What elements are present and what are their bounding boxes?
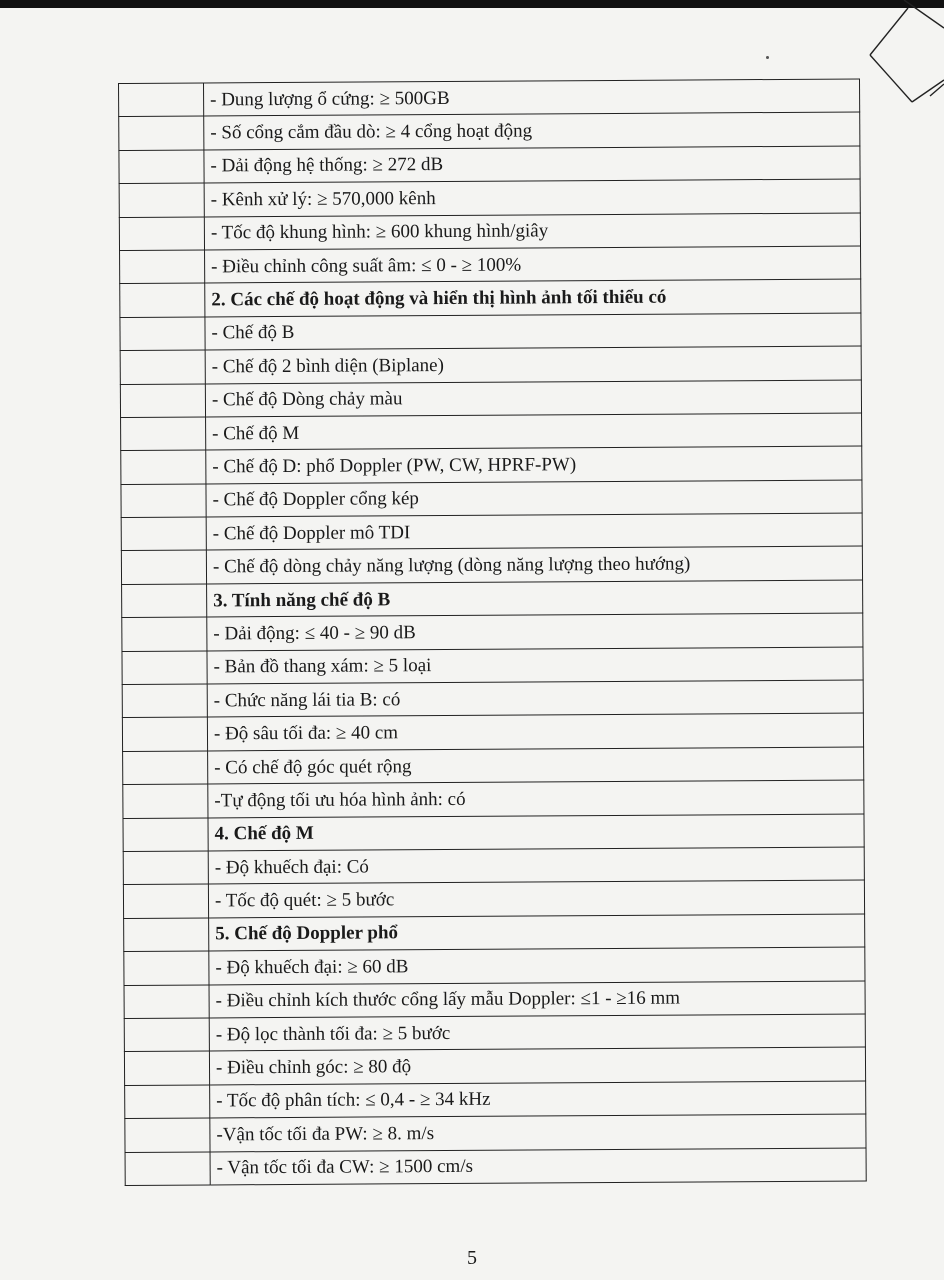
spec-text-cell: - Chế độ B bbox=[205, 313, 861, 350]
row-index-cell bbox=[124, 951, 209, 985]
spec-text-cell: - Số cổng cắm đầu dò: ≥ 4 cổng hoạt động bbox=[204, 112, 860, 149]
spec-text-cell: -Vận tốc tối đa PW: ≥ 8. m/s bbox=[210, 1114, 866, 1151]
spec-text-cell: - Dải động: ≤ 40 - ≥ 90 dB bbox=[207, 613, 863, 650]
spec-text-cell: - Điều chỉnh góc: ≥ 80 độ bbox=[209, 1047, 865, 1084]
row-index-cell bbox=[124, 1018, 209, 1052]
section-heading-cell: 2. Các chế độ hoạt động và hiển thị hình ảnh tối thiểu có bbox=[205, 279, 861, 316]
spec-text-cell: - Dung lượng ổ cứng: ≥ 500GB bbox=[204, 79, 860, 116]
section-heading-cell: 4. Chế độ M bbox=[208, 814, 864, 851]
spec-row bbox=[119, 213, 860, 251]
spec-row bbox=[124, 947, 865, 985]
row-index-cell bbox=[119, 83, 204, 117]
row-index-cell bbox=[119, 150, 204, 184]
spec-row bbox=[125, 1081, 866, 1119]
spec-text-cell: - Chế độ Dòng chảy màu bbox=[205, 379, 861, 416]
spec-row bbox=[119, 112, 860, 150]
spec-row bbox=[120, 346, 861, 384]
spec-table-body bbox=[119, 79, 867, 1185]
spec-text-cell: - Chế độ Doppler mô TDI bbox=[206, 513, 862, 550]
row-index-cell bbox=[124, 985, 209, 1019]
spec-row bbox=[120, 379, 861, 417]
spec-text-cell: - Chế độ Doppler cổng kép bbox=[206, 480, 862, 517]
spec-row bbox=[122, 647, 863, 685]
spec-text-cell: - Độ sâu tối đa: ≥ 40 cm bbox=[207, 713, 863, 750]
row-index-cell bbox=[123, 851, 208, 885]
page-number: 5 bbox=[467, 1247, 477, 1269]
spec-row bbox=[121, 480, 862, 518]
row-index-cell bbox=[120, 383, 205, 417]
spec-row bbox=[119, 179, 860, 217]
spec-text-cell: - Có chế độ góc quét rộng bbox=[208, 747, 864, 784]
spec-text-cell: - Chế độ M bbox=[206, 413, 862, 450]
spec-text-cell: - Độ khuếch đại: Có bbox=[208, 847, 864, 884]
row-index-cell bbox=[121, 484, 206, 518]
spec-row bbox=[123, 747, 864, 785]
row-index-cell bbox=[121, 450, 206, 484]
spec-text-cell: - Điều chỉnh công suất âm: ≤ 0 - ≥ 100% bbox=[205, 246, 861, 283]
spec-row bbox=[124, 981, 865, 1019]
spec-row bbox=[121, 513, 862, 551]
spec-text-cell: - Chế độ dòng chảy năng lượng (dòng năng lượng theo hướng) bbox=[206, 546, 862, 583]
row-index-cell bbox=[123, 751, 208, 785]
scan-dot bbox=[766, 56, 769, 59]
row-index-cell bbox=[124, 1051, 209, 1085]
section-heading-row bbox=[120, 279, 861, 317]
spec-text-cell: - Vận tốc tối đa CW: ≥ 1500 cm/s bbox=[210, 1147, 866, 1184]
spec-row bbox=[119, 79, 860, 117]
spec-row bbox=[120, 313, 861, 351]
row-index-cell bbox=[123, 884, 208, 918]
spec-row bbox=[121, 413, 862, 451]
spec-row bbox=[122, 713, 863, 751]
row-index-cell bbox=[122, 651, 207, 685]
spec-text-cell: - Độ khuếch đại: ≥ 60 dB bbox=[209, 947, 865, 984]
spec-row bbox=[123, 780, 864, 818]
row-index-cell bbox=[119, 183, 204, 217]
row-index-cell bbox=[121, 517, 206, 551]
row-index-cell bbox=[121, 550, 206, 584]
spec-row bbox=[125, 1147, 866, 1185]
row-index-cell bbox=[123, 818, 208, 852]
section-heading-row bbox=[123, 814, 864, 852]
spec-row bbox=[119, 146, 860, 184]
spec-text-cell: - Độ lọc thành tối đa: ≥ 5 bước bbox=[209, 1014, 865, 1051]
spec-row bbox=[122, 680, 863, 718]
spec-text-cell: - Tốc độ quét: ≥ 5 bước bbox=[208, 880, 864, 917]
spec-text-cell: - Chế độ 2 bình diện (Biplane) bbox=[205, 346, 861, 383]
spec-table bbox=[118, 78, 867, 1185]
spec-text-cell: - Tốc độ phân tích: ≤ 0,4 - ≥ 34 kHz bbox=[210, 1081, 866, 1118]
row-index-cell bbox=[122, 717, 207, 751]
row-index-cell bbox=[120, 317, 205, 351]
spec-text-cell: - Tốc độ khung hình: ≥ 600 khung hình/giây bbox=[204, 213, 860, 250]
spec-text-cell: - Kênh xử lý: ≥ 570,000 kênh bbox=[204, 179, 860, 216]
row-index-cell bbox=[122, 617, 207, 651]
spec-row bbox=[122, 613, 863, 651]
spec-text-cell: - Bản đồ thang xám: ≥ 5 loại bbox=[207, 647, 863, 684]
spec-text-cell: - Chế độ D: phổ Doppler (PW, CW, HPRF-PW) bbox=[206, 446, 862, 483]
spec-row bbox=[123, 847, 864, 885]
row-index-cell bbox=[122, 584, 207, 618]
row-index-cell bbox=[119, 217, 204, 251]
spec-row bbox=[125, 1114, 866, 1152]
row-index-cell bbox=[120, 350, 205, 384]
row-index-cell bbox=[120, 283, 205, 317]
row-index-cell bbox=[125, 1118, 210, 1152]
spec-row bbox=[124, 1047, 865, 1085]
spec-row bbox=[120, 246, 861, 284]
row-index-cell bbox=[120, 250, 205, 284]
spec-text-cell: - Chức năng lái tia B: có bbox=[207, 680, 863, 717]
section-heading-cell: 5. Chế độ Doppler phổ bbox=[209, 914, 865, 951]
spec-row bbox=[123, 880, 864, 918]
section-heading-cell: 3. Tính năng chế độ B bbox=[207, 580, 863, 617]
section-heading-row bbox=[122, 580, 863, 618]
row-index-cell bbox=[124, 918, 209, 952]
row-index-cell bbox=[119, 116, 204, 150]
spec-text-cell: - Điều chỉnh kích thước cổng lấy mẫu Doppler: ≤1 - ≥16 mm bbox=[209, 981, 865, 1018]
row-index-cell bbox=[121, 417, 206, 451]
top-dark-edge bbox=[0, 0, 944, 8]
spec-row bbox=[124, 1014, 865, 1052]
row-index-cell bbox=[125, 1151, 210, 1185]
spec-text-cell: -Tự động tối ưu hóa hình ảnh: có bbox=[208, 780, 864, 817]
spec-text-cell: - Dải động hệ thống: ≥ 272 dB bbox=[204, 146, 860, 183]
row-index-cell bbox=[122, 684, 207, 718]
row-index-cell bbox=[123, 784, 208, 818]
spec-row bbox=[121, 446, 862, 484]
spec-row bbox=[121, 546, 862, 584]
row-index-cell bbox=[125, 1085, 210, 1119]
section-heading-row bbox=[124, 914, 865, 952]
